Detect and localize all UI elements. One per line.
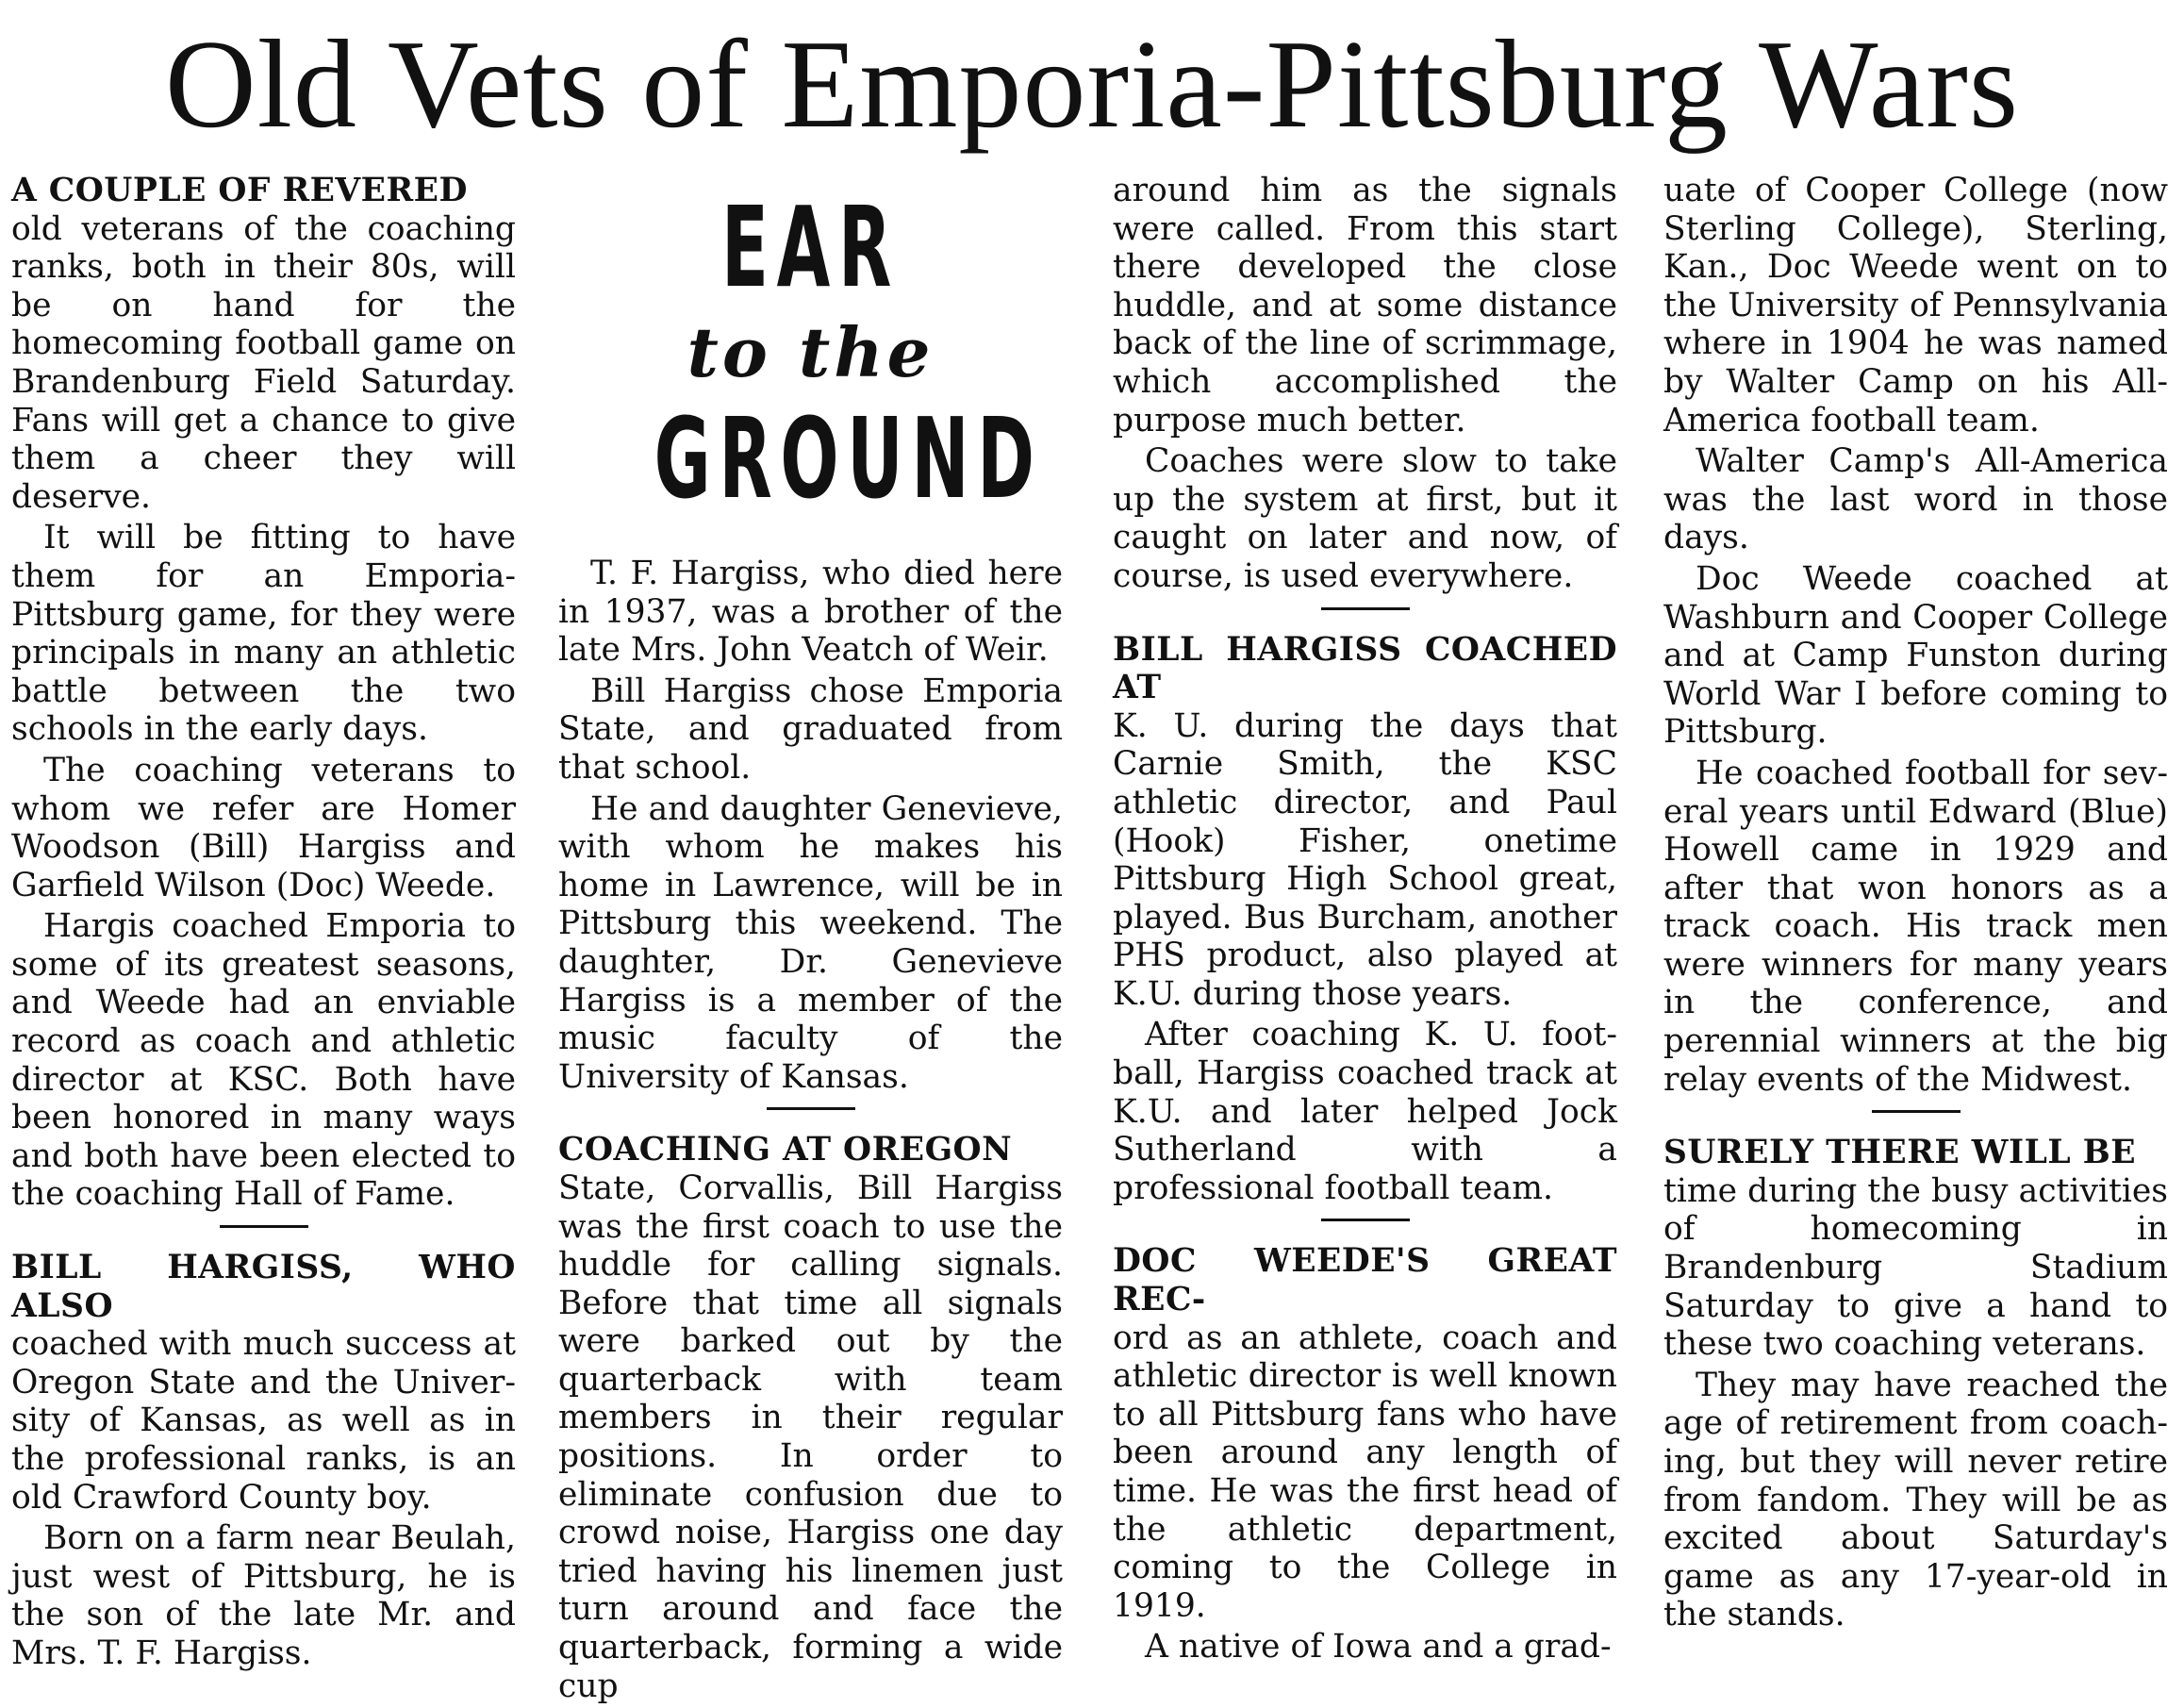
paragraph-text: K. U. during the days that Carnie Smith, the KSC athletic director, and Paul (Hook) Fisher, onetime Pittsburg High School great, played. Bus Burcham, another PHS product, also played at K.U. during those years. xyxy=(1113,706,1617,1013)
paragraph: around him as the signals were called. From this start there developed the close huddle, and at some distance back of the line of scrimmage, which accomplished the purpose much better. xyxy=(1113,172,1617,439)
lead-in: SURELY THERE WILL BE xyxy=(1663,1134,2137,1172)
column-title xyxy=(558,182,1063,523)
paragraph: Born on a farm near Beulah, just west of Pittsburg, he is the son of the late Mr. and Mrs. T. F. Hargiss. xyxy=(11,1519,516,1672)
paragraph xyxy=(1663,1134,2168,1364)
paragraph xyxy=(1113,1242,1617,1625)
paragraph-text: old veterans of the coaching ranks, both in their 80s, will be on hand for the homecoming football game on Brandenburg Field Saturday. Fans will get a chance to give them a cheer they will deserve. xyxy=(11,209,516,516)
paragraph xyxy=(11,1249,516,1517)
paragraph: It will be fitting to have them for an Emporia-Pittsburg game, for they were principals in many an athletic battle between the two schools in the early days. xyxy=(11,519,516,749)
lead-in: BILL HARGISS COACHED AT xyxy=(1113,630,1617,707)
section-rule xyxy=(767,1107,855,1110)
paragraph: He and daughter Genevieve, with whom he makes his home in Lawrence, will be in Pittsburg this weekend. The daughter, Dr. Genevieve Hargiss is a member of the music faculty of the University of Kansas. xyxy=(558,789,1063,1096)
column-2 xyxy=(558,172,1063,1708)
section-rule xyxy=(1321,1219,1410,1221)
section-rule xyxy=(1872,1110,1961,1113)
paragraph-text: ord as an athlete, coach and athletic director is well known to all Pittsburg fans who have been around any length of time. He was the first head of the athletic department, coming to the College in 1919. xyxy=(1113,1318,1617,1625)
paragraph: Doc Weede coached at Washburn and Cooper College and at Camp Funston during World War I before coming to Pittsburg. xyxy=(1663,559,2168,752)
paragraph-text: State, Corvallis, Bill Hargiss was the first coach to use the huddle for calling signals. Before that time all signals were barked out by the quarterback with team members in their regular positions. In order to eliminate confusion due to crowd noise, Hargiss one day tried having his linemen just turn around and face the quarterback, forming a wide cup xyxy=(558,1169,1063,1705)
paragraph: Hargis coached Emporia to some of its greatest seasons, and Weede had an enviable record as coach and athletic director at KSC. Both have been honored in many ways and both have been elected to the coaching Hall of Fame. xyxy=(11,907,516,1214)
column-4 xyxy=(1663,172,2168,1637)
paragraph: Bill Hargiss chose Emporia State, and graduated from that school. xyxy=(558,672,1063,787)
paragraph: The coaching veterans to whom we refer are Homer Woodson (Bill) Hargiss and Garfield Wilson (Doc) Weede. xyxy=(11,751,516,904)
paragraph: He coached football for several years until Edward (Blue) Howell came in 1929 and after that won honors as a track coach. His track men were winners for many years in the conference, and perennial winners at the big relay events of the Midwest. xyxy=(1663,754,2168,1099)
paragraph xyxy=(1113,631,1617,1014)
section-rule xyxy=(220,1225,308,1228)
paragraph: A native of Iowa and a grad- xyxy=(1145,1628,1612,1667)
lead-in: BILL HARGISS, WHO ALSO xyxy=(11,1249,516,1325)
section-rule xyxy=(1321,607,1410,610)
paragraph: T. F. Hargiss, who died here in 1937, was a brother of the late Mrs. John Veatch of Weir. xyxy=(558,555,1063,670)
column-title-line-1: EAR xyxy=(721,182,900,312)
paragraph: They may have reached the age of retirement from coaching, but they will never retire from fandom. They will be as excited about Saturday's game as any 17-year-old in the stands. xyxy=(1663,1366,2168,1634)
paragraph: uate of Cooper College (now Sterling College), Sterling, Kan., Doc Weede went on to the University of Pennsylvania where in 1904 he was named by Walter Camp on his All-America football team. xyxy=(1663,172,2168,439)
lead-in: COACHING AT OREGON xyxy=(558,1131,1013,1169)
column-1 xyxy=(11,172,516,1676)
lead-in: DOC WEEDE'S GREAT REC- xyxy=(1113,1242,1617,1319)
paragraph: After coaching K. U. football, Hargiss coached track at K.U. and later helped Jock Sutherland with a professional football team. xyxy=(1113,1016,1617,1207)
paragraph: Coaches were slow to take up the system at first, but it caught on later and now, of course, is used everywhere. xyxy=(1113,442,1617,595)
paragraph: Walter Camp's All-America was the last word in those days. xyxy=(1663,442,2168,557)
column-title-line-3: GROUND xyxy=(654,393,1043,523)
paragraph xyxy=(11,172,516,516)
paragraph xyxy=(558,1131,1063,1705)
column-title-line-2: to the xyxy=(687,312,935,392)
lead-in: A COUPLE OF REVERED xyxy=(11,172,468,209)
paragraph-text: coached with much success at Oregon State and the University of Kansas, as well as in the professional ranks, is an old Crawford County boy. xyxy=(11,1325,516,1517)
headline: Old Vets of Emporia-Pittsburg Wars xyxy=(164,14,2020,154)
paragraph-text: time during the busy activities of homecoming in Brandenburg Stadium Saturday to give a hand to these two coaching veterans. xyxy=(1663,1171,2168,1364)
column-3 xyxy=(1113,172,1617,1669)
